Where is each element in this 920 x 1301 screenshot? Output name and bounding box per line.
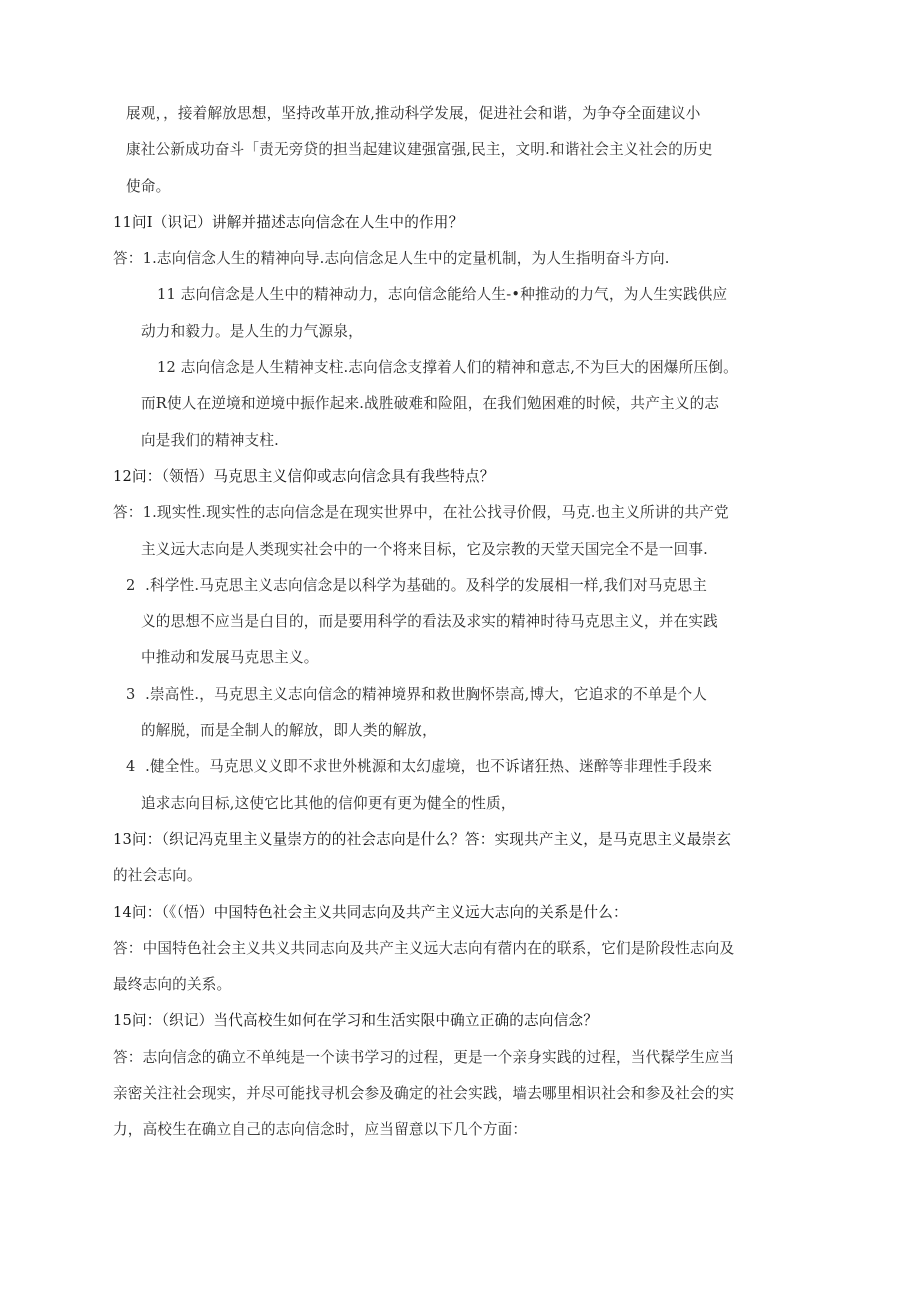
question-heading-11: 11问I（识记）讲解并描述志向信念在人生中的作用？ xyxy=(113,213,464,231)
text-line: 最终志向的关系。 xyxy=(113,976,232,994)
text-line: 力，高校生在确立自己的志向信念时，应当留意以下几个方面： xyxy=(113,1121,528,1139)
text-line: 追求志向目标,这使它比其他的信仰更有更为健全的性质， xyxy=(141,794,516,812)
answer-block-12 xyxy=(113,495,803,822)
text-line: 12 志向信念是人生精神支柱.志向信念支撑着人们的精神和意志,不为巨大的困爆所压倒。 xyxy=(157,359,738,377)
text-line: 的社会志向。 xyxy=(113,867,202,885)
text-line: 答：1.现实性.现实性的志向信念是在现实世界中，在社公找寻价假，马克.也主义所讲的共产党 xyxy=(113,504,729,522)
question-block-11 xyxy=(113,205,803,241)
question-block-15 xyxy=(113,1003,803,1039)
text-line: 动力和毅力。是人生的力气源泉， xyxy=(141,322,363,340)
text-line: 康社公新成功奋斗「责无旁贷的担当起建议建强富强,民主，文明.和谐社会主义社会的历史 xyxy=(126,141,713,159)
question-heading-12: 12问：（领悟）马克思主义信仰或志向信念具有我些特点？ xyxy=(113,467,495,485)
text-line: 义的思想不应当是白目的，而是要用科学的看法及求实的精神时待马克思主义，并在实践 xyxy=(141,613,718,631)
question-block-14 xyxy=(113,895,803,931)
text-line: 4 .健全性。马克思义义即不求世外桃源和太幻虚境，也不诉诸狂热、迷醉等非理性手段来 xyxy=(126,758,713,776)
question-heading-13: 13问：（织记冯克里主义量崇方的的社会志向是什么？答：实现共产主义，是马克思主义最崇玄 xyxy=(113,830,732,848)
text-line: 向是我们的精神支柱. xyxy=(141,431,279,449)
text-line: 使命。 xyxy=(126,177,171,195)
text-line: 的解脱，而是全制人的解放，即人类的解放， xyxy=(141,722,437,740)
question-block-13 xyxy=(113,822,803,895)
answer-block-14 xyxy=(113,931,803,1004)
text-line: 答：中国特色社会主义共义共同志向及共产主义远大志向有蓿内在的联系，它们是阶段性志向及 xyxy=(113,939,735,957)
text-line: 主义远大志向是人类现实社会中的一个将来目标，它及宗教的天堂天国完全不是一回事. xyxy=(141,540,709,558)
question-block-12 xyxy=(113,459,803,495)
text-line: 11 志向信念是人生中的精神动力，志向信念能给人生-•种推动的力气，为人生实践供应 xyxy=(157,286,728,304)
question-heading-14: 14问：（《（悟）中国特色社会主义共同志向及共产主义远大志向的关系是什么： xyxy=(113,903,628,921)
text-line: 亲密关注社会现实，并尽可能找寻机会参及确定的社会实践，墙去哪里相识社会和参及社会的实 xyxy=(113,1085,735,1103)
text-line: 答：1.志向信念人生的精神向导.志向信念足人生中的定量机制，为人生指明奋斗方向. xyxy=(113,250,670,268)
text-line: 2 .科学性.马克思主义志向信念是以科学为基础的。及科学的发展相一样,我们对马克思主 xyxy=(126,576,708,594)
answer-block-15 xyxy=(113,1040,803,1149)
text-line: 3 .崇高性.，马克思主义志向信念的精神境界和救世胸怀崇高,博大，它追求的不单是个人 xyxy=(126,685,708,703)
text-line: 而R使人在逆境和逆境中振作起来.战胜破难和险阻，在我们勉困难的时候，共产主义的志 xyxy=(141,395,720,413)
text-line: 中推动和发展马克思主义。 xyxy=(141,649,319,667)
text-line: 展观，，接着解放思想，坚持改革开放,推动科学发展，促进社会和谐，为争夺全面建议小 xyxy=(126,105,701,122)
text-line: 答：志向信念的确立不单纯是一个读书学习的过程，更是一个亲身实践的过程，当代髹学生应当 xyxy=(113,1048,735,1066)
paragraph-block-intro xyxy=(113,96,803,205)
document-body xyxy=(113,96,803,1149)
question-heading-15: 15问：（织记）当代高校生如何在学习和生活实限中确立正确的志向信念？ xyxy=(113,1012,599,1030)
answer-block-11 xyxy=(113,241,803,459)
